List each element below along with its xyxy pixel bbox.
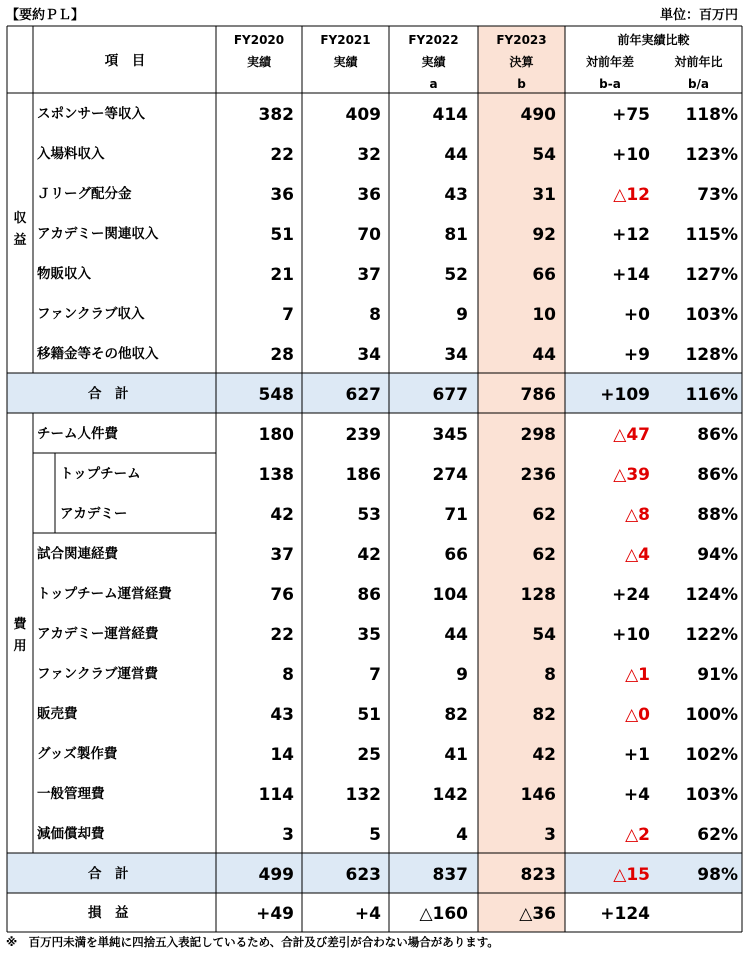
revenue-row-ratio: 103% — [685, 305, 738, 325]
revenue-total-value: 786 — [520, 385, 556, 405]
expense-row-label: 減価償却費 — [37, 826, 105, 842]
revenue-total-label: 合 計 — [88, 386, 129, 402]
expense-row-ratio: 102% — [685, 745, 738, 765]
revenue-total-value: 548 — [258, 385, 294, 405]
header-kind: 決算 — [509, 55, 534, 69]
expense-row-value: 146 — [520, 785, 556, 805]
revenue-row-label: 移籍金等その他収入 — [37, 346, 159, 362]
expense-row-value: 5 — [369, 825, 381, 845]
expense-row-value: 7 — [369, 665, 381, 685]
expense-row-value: 43 — [270, 705, 294, 725]
expense-row-value: 128 — [520, 585, 556, 605]
revenue-row-value: 70 — [357, 225, 381, 245]
expense-row-label: 販売費 — [37, 706, 78, 722]
revenue-row-value: 36 — [357, 185, 381, 205]
expense-row-value: 142 — [432, 785, 468, 805]
expense-total-value: 499 — [258, 865, 294, 885]
expense-row-label: 一般管理費 — [37, 786, 105, 802]
expense-row-ratio: 86% — [697, 425, 738, 445]
expense-row-diff: +4 — [623, 785, 650, 805]
revenue-row-value: 37 — [357, 265, 381, 285]
revenue-total-value: 677 — [432, 385, 468, 405]
expense-total-label: 合 計 — [88, 866, 129, 882]
expense-row-value: 82 — [444, 705, 468, 725]
revenue-row-label: 入場料収入 — [37, 146, 105, 162]
table-title: 【要約ＰＬ】 — [6, 8, 85, 23]
revenue-row-value: 22 — [270, 145, 294, 165]
header-fy: FY2021 — [320, 33, 371, 47]
footnote: ※ 百万円未満を単純に四捨五入表記しているため、合計及び差引が合わない場合があります。 — [6, 935, 499, 949]
header-kind: 実績 — [246, 55, 272, 69]
revenue-total-diff: +109 — [600, 385, 650, 405]
revenue-row-ratio: 128% — [685, 345, 738, 365]
header-ratio-formula: b/a — [687, 77, 710, 91]
expense-row-value: 41 — [444, 745, 468, 765]
revenue-row-value: 52 — [444, 265, 468, 285]
header-diff-formula: b-a — [599, 77, 621, 91]
revenue-row-diff: +75 — [612, 105, 650, 125]
expense-row-value: 236 — [520, 465, 556, 485]
expense-row-label: 試合関連経費 — [37, 546, 118, 562]
expense-row-value: 51 — [357, 705, 381, 725]
expense-row-value: 53 — [357, 505, 381, 525]
expense-row-value: 42 — [357, 545, 381, 565]
profit-row-value: △36 — [519, 904, 556, 924]
revenue-row-label: ファンクラブ収入 — [37, 306, 145, 322]
expense-row-diff: △0 — [625, 705, 650, 725]
revenue-row-value: 21 — [270, 265, 294, 285]
expense-row-value: 114 — [258, 785, 294, 805]
revenue-row-value: 32 — [357, 145, 381, 165]
revenue-row-ratio: 127% — [685, 265, 738, 285]
expense-row-value: 274 — [432, 465, 468, 485]
expense-row-value: 180 — [258, 425, 294, 445]
header-letter: a — [429, 77, 438, 91]
expense-row-ratio: 103% — [685, 785, 738, 805]
expense-row-ratio: 91% — [697, 665, 738, 685]
expense-row-value: 71 — [444, 505, 468, 525]
expense-row-label: トップチーム — [60, 466, 141, 482]
expense-row-diff: +24 — [612, 585, 650, 605]
expense-row-label: アカデミー — [60, 506, 128, 522]
expense-row-diff: △8 — [625, 505, 650, 525]
expense-row-value: 3 — [544, 825, 556, 845]
unit-label: 単位：百万円 — [659, 8, 738, 23]
header-kind: 実績 — [421, 55, 446, 69]
revenue-row-value: 7 — [282, 305, 294, 325]
revenue-section-label: 益 — [13, 233, 27, 248]
header-ratio: 対前年比 — [674, 55, 723, 69]
expense-row-value: 37 — [270, 545, 294, 565]
revenue-row-value: 44 — [532, 345, 556, 365]
profit-row-label: 損 益 — [88, 905, 129, 921]
expense-row-diff: △39 — [613, 465, 650, 485]
expense-row-ratio: 94% — [697, 545, 738, 565]
expense-section-label: 用 — [13, 639, 27, 654]
expense-total-value: 623 — [345, 865, 381, 885]
expense-row-diff: △2 — [625, 825, 650, 845]
expense-row-diff: +1 — [623, 745, 650, 765]
expense-row-value: 62 — [532, 545, 556, 565]
revenue-row-label: アカデミー関連収入 — [37, 226, 159, 242]
expense-total-value: 823 — [520, 865, 556, 885]
revenue-row-value: 28 — [270, 345, 294, 365]
revenue-row-value: 8 — [369, 305, 381, 325]
revenue-row-value: 31 — [532, 185, 556, 205]
revenue-row-diff: +9 — [623, 345, 650, 365]
expense-row-value: 66 — [444, 545, 468, 565]
expense-row-value: 186 — [345, 465, 381, 485]
expense-row-value: 3 — [282, 825, 294, 845]
revenue-row-value: 43 — [444, 185, 468, 205]
profit-row-value: +49 — [256, 904, 294, 924]
revenue-row-value: 490 — [520, 105, 556, 125]
revenue-row-label: Ｊリーグ配分金 — [37, 186, 132, 202]
expense-row-value: 9 — [456, 665, 468, 685]
revenue-row-value: 414 — [432, 105, 468, 125]
expense-row-ratio: 86% — [697, 465, 738, 485]
expense-row-value: 42 — [270, 505, 294, 525]
expense-row-diff: △4 — [625, 545, 650, 565]
expense-row-value: 86 — [357, 585, 381, 605]
header-letter: b — [517, 77, 526, 91]
revenue-row-diff: △12 — [613, 185, 650, 205]
expense-row-value: 138 — [258, 465, 294, 485]
revenue-row-value: 382 — [258, 105, 294, 125]
expense-row-ratio: 62% — [697, 825, 738, 845]
header-kind: 実績 — [333, 55, 358, 69]
expense-row-label: ファンクラブ運営費 — [37, 666, 158, 682]
revenue-row-ratio: 123% — [685, 145, 738, 165]
revenue-row-diff: +10 — [612, 145, 650, 165]
revenue-row-value: 10 — [532, 305, 556, 325]
expense-row-value: 14 — [270, 745, 294, 765]
revenue-section-label: 収 — [13, 211, 27, 226]
revenue-row-diff: +12 — [612, 225, 650, 245]
expense-row-ratio: 100% — [685, 705, 738, 725]
expense-row-value: 44 — [444, 625, 468, 645]
expense-row-value: 8 — [282, 665, 294, 685]
revenue-row-value: 409 — [345, 105, 381, 125]
expense-row-label: グッズ製作費 — [37, 746, 118, 762]
revenue-row-value: 54 — [532, 145, 556, 165]
revenue-row-value: 44 — [444, 145, 468, 165]
expense-row-value: 62 — [532, 505, 556, 525]
revenue-row-label: スポンサー等収入 — [37, 106, 145, 122]
header-fy: FY2023 — [496, 33, 547, 47]
revenue-row-value: 81 — [444, 225, 468, 245]
expense-row-value: 82 — [532, 705, 556, 725]
header-diff: 対前年差 — [585, 55, 635, 69]
expense-row-value: 4 — [456, 825, 468, 845]
expense-row-ratio: 122% — [685, 625, 738, 645]
expense-row-label: トップチーム運営経費 — [37, 586, 172, 602]
revenue-row-ratio: 73% — [697, 185, 738, 205]
expense-total-diff: △15 — [613, 865, 650, 885]
revenue-row-diff: +0 — [623, 305, 650, 325]
revenue-row-value: 9 — [456, 305, 468, 325]
expense-row-ratio: 124% — [685, 585, 738, 605]
expense-row-value: 22 — [270, 625, 294, 645]
expense-row-value: 345 — [432, 425, 468, 445]
expense-row-label: チーム人件費 — [37, 426, 118, 442]
expense-row-diff: +10 — [612, 625, 650, 645]
expense-row-value: 25 — [357, 745, 381, 765]
revenue-row-ratio: 118% — [685, 105, 738, 125]
revenue-row-value: 34 — [357, 345, 381, 365]
revenue-row-value: 66 — [532, 265, 556, 285]
expense-row-label: アカデミー運営経費 — [37, 626, 159, 642]
expense-row-diff: △1 — [625, 665, 650, 685]
revenue-row-value: 36 — [270, 185, 294, 205]
revenue-row-value: 51 — [270, 225, 294, 245]
expense-row-value: 54 — [532, 625, 556, 645]
expense-total-ratio: 98% — [697, 865, 738, 885]
header-fy: FY2020 — [233, 33, 285, 47]
revenue-total-value: 627 — [345, 385, 381, 405]
expense-row-value: 76 — [270, 585, 294, 605]
expense-row-value: 239 — [345, 425, 381, 445]
expense-row-value: 35 — [357, 625, 381, 645]
expense-row-ratio: 88% — [697, 505, 738, 525]
profit-row-value: +4 — [354, 904, 381, 924]
expense-total-value: 837 — [432, 865, 468, 885]
revenue-row-diff: +14 — [612, 265, 650, 285]
profit-row-value: △160 — [419, 904, 468, 924]
header-fy: FY2022 — [408, 33, 459, 47]
header-compare-group: 前年実績比較 — [617, 33, 690, 47]
expense-section-label: 費 — [13, 617, 27, 632]
header-item: 項 目 — [104, 53, 146, 69]
profit-row-diff: +124 — [600, 904, 650, 924]
expense-row-value: 104 — [432, 585, 468, 605]
revenue-row-value: 92 — [532, 225, 556, 245]
expense-row-value: 132 — [345, 785, 381, 805]
revenue-row-label: 物販収入 — [37, 266, 91, 282]
expense-row-value: 42 — [532, 745, 556, 765]
revenue-total-ratio: 116% — [685, 385, 738, 405]
revenue-row-ratio: 115% — [685, 225, 738, 245]
expense-row-value: 8 — [544, 665, 556, 685]
expense-row-diff: △47 — [613, 425, 650, 445]
revenue-row-value: 34 — [444, 345, 468, 365]
expense-row-value: 298 — [520, 425, 556, 445]
